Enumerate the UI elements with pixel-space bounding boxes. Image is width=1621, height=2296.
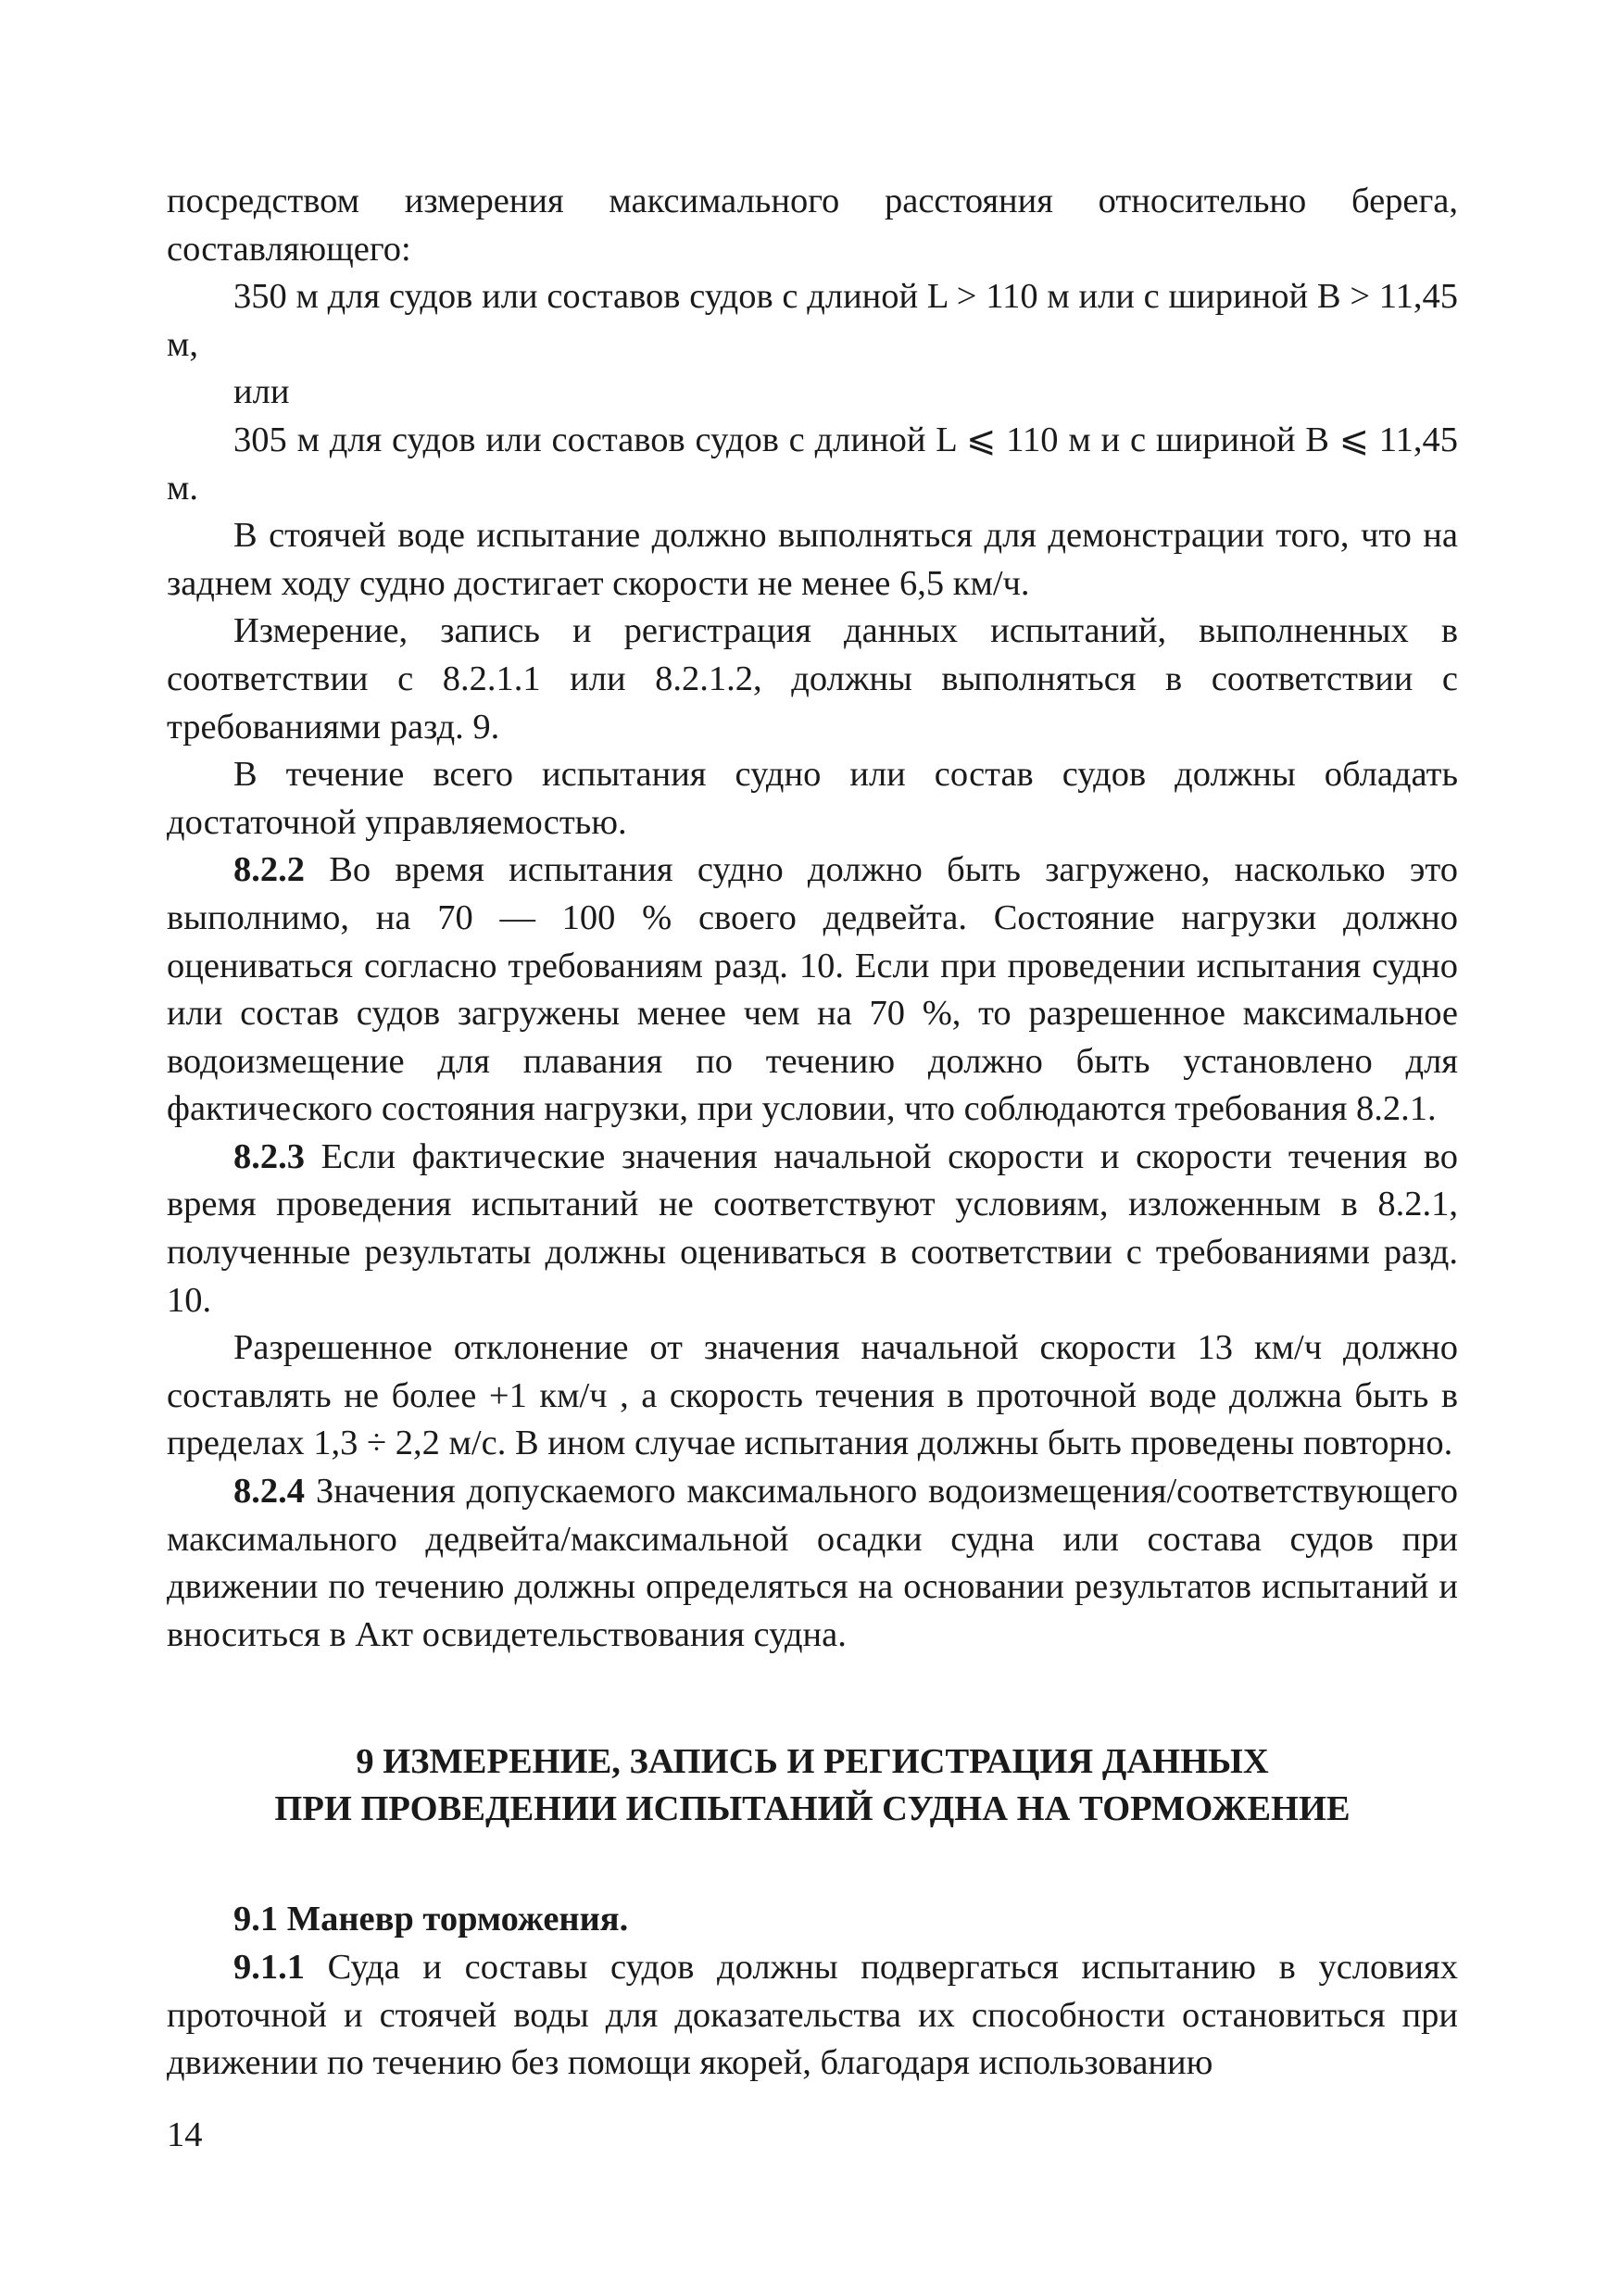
clause-text: Суда и составы судов должны подвергаться испытанию в условиях проточной и стоячей воды для доказательства их способности остановиться при движении по течению без помощи якорей, благодаря использованию <box>167 1948 1458 2083</box>
clause-8-2-3 <box>167 1134 1458 1324</box>
section-heading-line-2: ПРИ ПРОВЕДЕНИИ ИСПЫТАНИЙ СУДНА НА ТОРМОЖЕНИЕ <box>274 1789 1351 1829</box>
clause-text: Во время испытания судно должно быть загружено, насколько это выполнимо, на 70 — 100 % своего дедвейта. Состояние нагрузки должно оцениваться согласно требованиям разд. 10. Если при проведении испытания судно или состав судов загружены менее чем на 70 %, то разрешенное максимальное водоизмещение для плавания по течению должно быть установлено для фактического состояния нагрузки, при условии, что соблюдаются требования 8.2.1. <box>167 850 1458 1129</box>
paragraph-or: или <box>233 372 290 412</box>
text-column <box>167 178 1458 2088</box>
clause-number: 8.2.4 <box>233 1472 305 1512</box>
section-heading-line-1: 9 ИЗМЕРЕНИЕ, ЗАПИСЬ И РЕГИСТРАЦИЯ ДАННЫХ <box>356 1742 1269 1782</box>
paragraph-305m: 305 м для судов или составов судов с длиной L ⩽ 110 м и с шириной B ⩽ 11,45 м. <box>167 420 1458 508</box>
paragraph-continuation: посредством измерения максимального расстояния относительно берега, составляющего: <box>167 182 1458 269</box>
paragraph-350m: 350 м для судов или составов судов с длиной L > 110 м или с шириной B > 11,45 м, <box>167 277 1458 364</box>
paragraph-deviation: Разрешенное отклонение от значения начальной скорости 13 км/ч должно составлять не более +1 км/ч , а скорость течения в проточной воде должна быть в пределах 1,3 ÷ 2,2 м/с. В ином случае испытания должны быть проведены повторно. <box>167 1328 1458 1463</box>
clause-9-1-1 <box>167 1944 1458 2088</box>
clause-number: 8.2.2 <box>233 850 305 890</box>
paragraph-measurement: Измерение, запись и регистрация данных испытаний, выполненных в соответствии с 8.2.1.1 или 8.2.1.2, должны выполняться в соответствии с требованиями разд. 9. <box>167 611 1458 747</box>
paragraph-still-water: В стоячей воде испытание должно выполняться для демонстрации того, что на заднем ходу судно достигает скорости не менее 6,5 км/ч. <box>167 516 1458 603</box>
section-heading <box>167 1738 1458 1833</box>
page-number: 14 <box>167 2115 203 2154</box>
clause-number: 9.1.1 <box>233 1948 305 1987</box>
clause-8-2-2 <box>167 847 1458 1134</box>
clause-text: Если фактические значения начальной скорости и скорости течения во время проведения испытаний не соответствуют условиям, изложенным в 8.2.1, полученные результаты должны оцениваться в соответствии с требованиями разд. 10. <box>167 1136 1458 1320</box>
clause-8-2-4 <box>167 1468 1458 1659</box>
paragraph-controllability: В течение всего испытания судно или состав судов должны обладать достаточной управляемостью. <box>167 755 1458 842</box>
subsection-title: 9.1 Маневр торможения. <box>233 1900 629 1939</box>
clause-number: 8.2.3 <box>233 1136 305 1176</box>
clause-text: Значения допускаемого максимального водоизмещения/соответствующего максимального дедвейта/максимальной осадки судна или состава судов при движении по течению должны определяться на основании результатов испытаний и вноситься в Акт освидетельствования судна. <box>167 1472 1458 1654</box>
